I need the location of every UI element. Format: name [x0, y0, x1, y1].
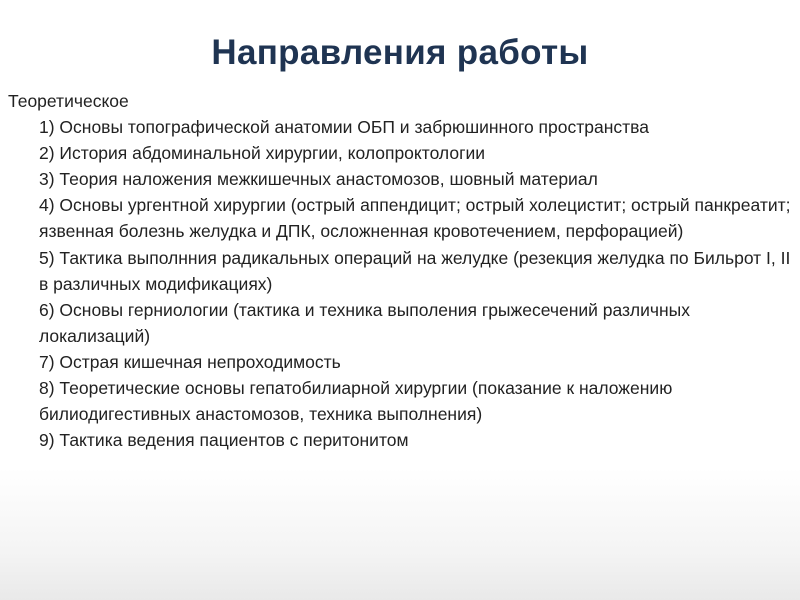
section-label: Теоретическое — [8, 91, 129, 111]
slide-body — [8, 88, 793, 453]
list-item: 1) Основы топографической анатомии ОБП и забрюшинного пространства — [39, 117, 649, 138]
list-item: 7) Острая кишечная непроходимость — [39, 351, 341, 372]
list-item: 9) Тактика ведения пациентов с перитонитом — [39, 430, 409, 451]
list-item: 4) Основы ургентной хирургии (острый аппендицит; острый холецистит; острый панкреатит; язвенная болезнь желудка и ДПК, осложненная кровотечением, перфорацией) — [39, 195, 791, 242]
list-item: 6) Основы герниологии (тактика и техника выполения грыжесечений различных локализаций) — [39, 299, 690, 346]
list-item: 3) Теория наложения межкишечных анастомозов, шовный материал — [39, 169, 598, 190]
list-item: 8) Теоретические основы гепатобилиарной хирургии (показание к наложению билиодигестивных анастомозов, техника выполнения) — [39, 378, 673, 425]
slide-title: Направления работы — [211, 33, 589, 73]
list-item: 2) История абдоминальной хирургии, колопроктологии — [39, 143, 486, 164]
list-item: 5) Тактика выполнния радикальных операций на желудке (резекция желудка по Бильрот I, II в различных модификациях) — [39, 247, 791, 294]
topic-list — [8, 114, 793, 453]
